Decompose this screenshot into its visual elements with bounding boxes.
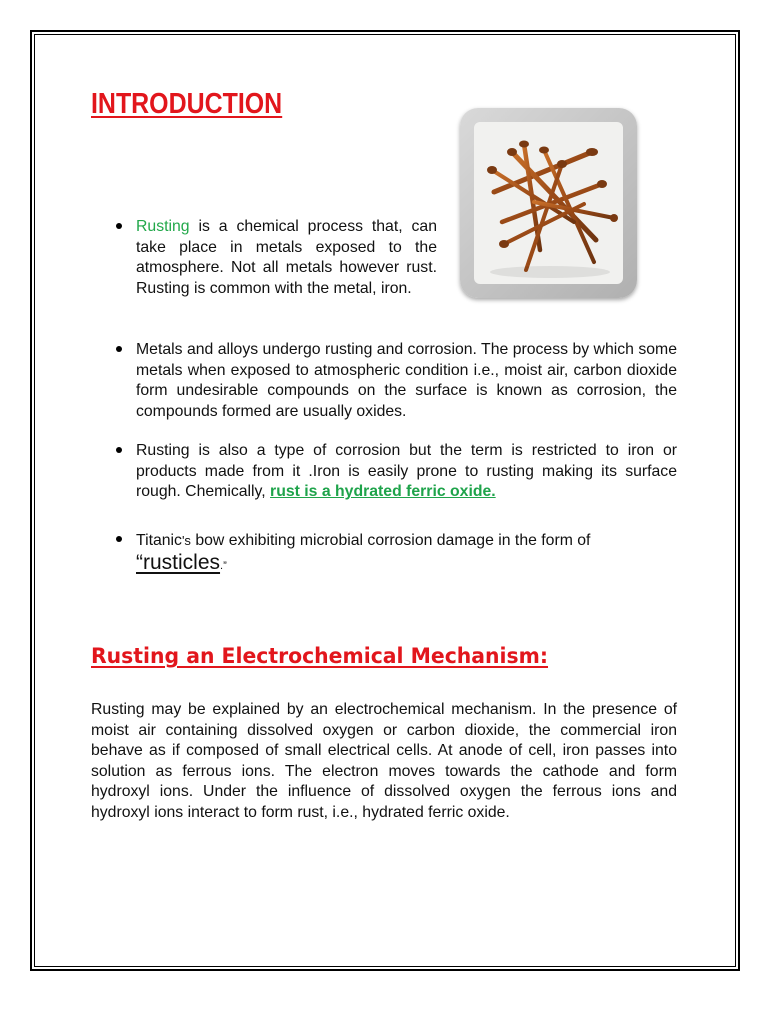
bullet-rusting-corrosion: Rusting is also a type of corrosion but the term is restricted to iron or products made from it .Iron is easily prone to rusting making its surface rough. Chemically, rust is a hydrated ferric oxide. [136,442,677,500]
bullet-marker [116,346,122,352]
rusting-highlight: Rusting [136,218,190,235]
nails-illustration [474,122,623,284]
section-subtitle: Rusting an Electrochemical Mechanism: [91,644,549,668]
bullet-titanic: Titanic's bow exhibiting microbial corrosion damage in the form of “rusticles.” [136,532,591,574]
bullet-marker [116,536,122,542]
bullet-metals-alloys: Metals and alloys undergo rusting and corrosion. The process by which some metals when exposed to atmospheric condition i.e., moist air, carbon dioxide form undesirable compounds on the surface is known as corrosion, the compounds formed are usually oxides. [136,341,677,420]
rusty-nails-photo [460,108,637,298]
page-title: INTRODUCTION [91,88,283,120]
bullet-rusting-definition: Rusting is a chemical process that, can take place in metals exposed to the atmosphere. Not all metals however rust. Rusting is common with the metal, iron. [136,218,437,297]
bullet-marker [116,223,122,229]
rusticles-word: “rusticles [136,551,221,574]
photo-canvas [474,122,623,284]
ferric-oxide-highlight: rust is a hydrated ferric oxide. [270,483,496,500]
bullet-marker [116,447,122,453]
mechanism-paragraph: Rusting may be explained by an electrochemical mechanism. In the presence of moist air containing dissolved oxygen or carbon dioxide, the commercial iron behave as if composed of small electrical cells. At anode of cell, iron passes into solution as ferrous ions. The electron moves towards the cathode and form hydroxyl ions. Under the influence of dissolved oxygen the ferrous ions and hydroxyl ions interact to form rust, i.e., hydrated ferric oxide. [91,701,677,821]
